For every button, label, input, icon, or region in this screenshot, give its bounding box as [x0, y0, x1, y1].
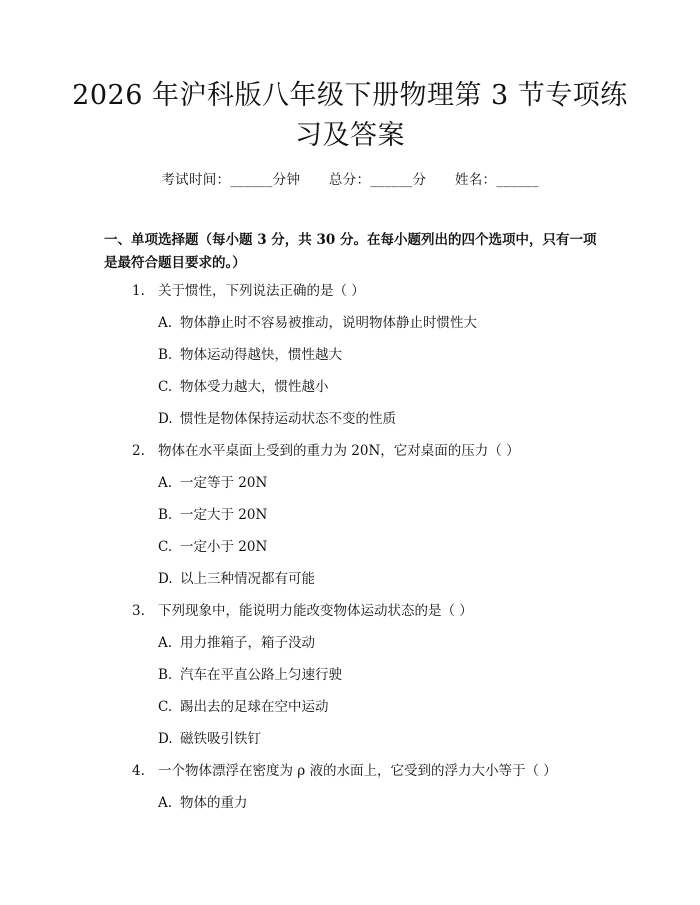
option-text: 一定小于 20N: [180, 539, 268, 555]
question-1: [132, 281, 365, 301]
question-4-option-a: [158, 793, 248, 813]
question-text: 下列现象中，能说明力能改变物体运动状态的是（ ）: [158, 603, 473, 619]
question-text: 一个物体漂浮在密度为 ρ 液的水面上，它受到的浮力大小等于（ ）: [158, 763, 557, 779]
option-text: 物体的重力: [180, 795, 248, 811]
section-heading-line-1: 一、单项选择题（每小题 3 分，共 30 分。在每小题列出的四个选项中，只有一项: [104, 232, 597, 248]
option-letter: C.: [158, 539, 173, 555]
question-number: 3.: [132, 603, 145, 619]
option-letter: C.: [158, 379, 173, 395]
option-letter: D.: [158, 731, 173, 747]
question-3-option-a: [158, 633, 315, 653]
question-2-option-c: [158, 537, 267, 557]
document-title: [70, 76, 630, 156]
question-2-option-a: [158, 473, 267, 493]
option-letter: A.: [158, 635, 173, 651]
question-2: [132, 441, 520, 461]
option-letter: B.: [158, 507, 173, 523]
question-text: 关于惯性，下列说法正确的是（ ）: [158, 283, 365, 299]
question-1-option-d: [158, 409, 396, 429]
option-text: 一定大于 20N: [180, 507, 268, 523]
exam-total-score: 总分：______分: [328, 172, 427, 188]
question-2-option-d: [158, 569, 315, 589]
option-text: 踢出去的足球在空中运动: [180, 699, 329, 715]
question-text: 物体在水平桌面上受到的重力为 20N，它对桌面的压力（ ）: [158, 443, 520, 459]
question-1-option-c: [158, 377, 329, 397]
question-number: 1.: [132, 283, 145, 299]
option-text: 物体静止时不容易被推动，说明物体静止时惯性大: [180, 315, 477, 331]
option-letter: D.: [158, 571, 173, 587]
option-text: 用力推箱子，箱子没动: [180, 635, 315, 651]
option-letter: D.: [158, 411, 173, 427]
exam-time: 考试时间：______分钟: [161, 172, 301, 188]
question-1-option-b: [158, 345, 342, 365]
option-letter: A.: [158, 475, 173, 491]
option-text: 一定等于 20N: [180, 475, 268, 491]
question-3-option-d: [158, 729, 261, 749]
question-3-option-c: [158, 697, 329, 717]
option-text: 以上三种情况都有可能: [180, 571, 315, 587]
option-letter: B.: [158, 347, 173, 363]
title-line-1: 2026 年沪科版八年级下册物理第 3 节专项练: [72, 80, 628, 111]
section-heading: [104, 229, 604, 275]
option-letter: A.: [158, 315, 173, 331]
section-heading-line-2: 是最符合题目要求的。）: [104, 255, 246, 271]
option-text: 物体受力越大，惯性越小: [180, 379, 329, 395]
question-4: [132, 761, 557, 781]
student-name: 姓名：______: [454, 172, 539, 188]
question-3-option-b: [158, 665, 342, 685]
option-letter: C.: [158, 699, 173, 715]
title-line-2: 习及答案: [295, 120, 405, 151]
question-number: 4.: [132, 763, 145, 779]
question-1-option-a: [158, 313, 477, 333]
option-text: 磁铁吸引铁钉: [180, 731, 261, 747]
option-letter: B.: [158, 667, 173, 683]
option-letter: A.: [158, 795, 173, 811]
question-number: 2.: [132, 443, 145, 459]
question-2-option-b: [158, 505, 267, 525]
option-text: 物体运动得越快，惯性越大: [180, 347, 342, 363]
question-3: [132, 601, 473, 621]
option-text: 惯性是物体保持运动状态不变的性质: [180, 411, 396, 427]
exam-meta: [0, 168, 700, 188]
option-text: 汽车在平直公路上匀速行驶: [180, 667, 342, 683]
